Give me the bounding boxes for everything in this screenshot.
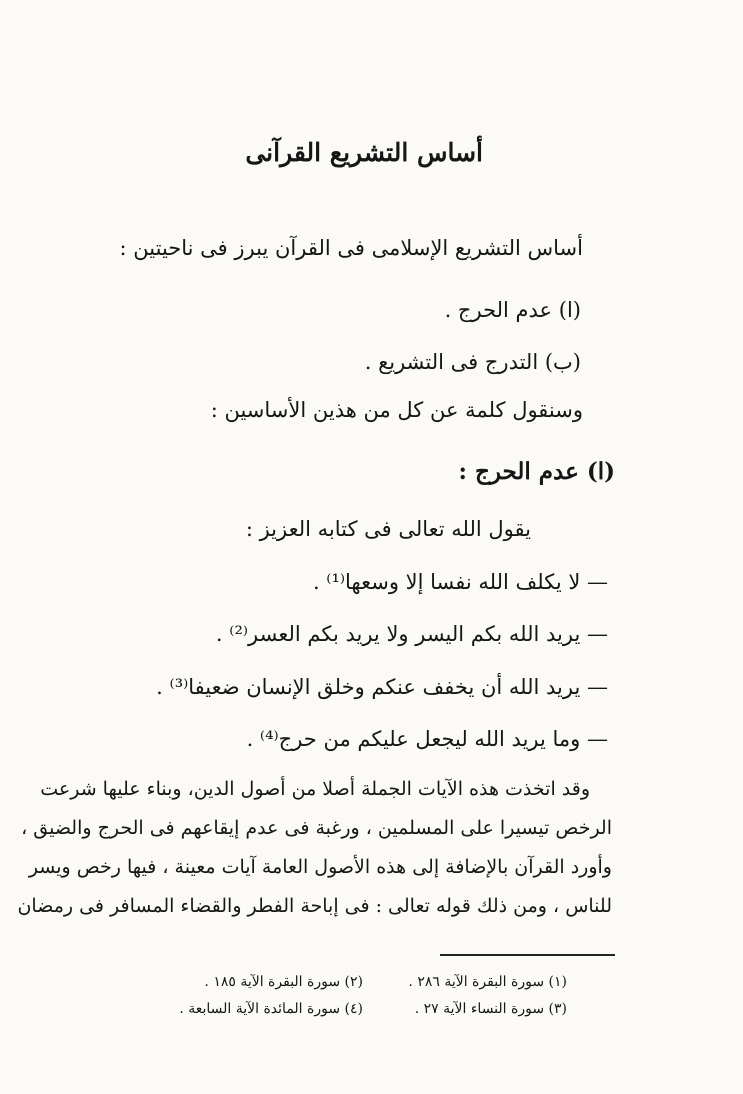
- footnote-divider: [440, 954, 615, 956]
- verse-line-2: — يريد الله بكم اليسر ولا يريد بكم العسر⁽²⁾ .: [215, 622, 608, 646]
- footnote-3: (٣) سورة النساء الآية ٢٧ .: [414, 1001, 567, 1017]
- quote-intro-line: يقول الله تعالى فى كتابه العزيز :: [245, 517, 531, 541]
- section-heading: (ا) عدم الحرج :: [458, 458, 615, 485]
- will-say-line: وسنقول كلمة عن كل من هذين الأساسين :: [210, 398, 583, 422]
- verse-line-4: — وما يريد الله ليجعل عليكم من حرج⁽⁴⁾ .: [246, 727, 608, 751]
- intro-line: أساس التشريع الإسلامى فى القرآن يبرز فى ناحيتين :: [119, 236, 583, 260]
- page-title: أساس التشريع القرآنى: [245, 138, 483, 167]
- footnote-2: (٢) سورة البقرة الآية ١٨٥ .: [204, 974, 363, 990]
- body-paragraph: [17, 770, 612, 926]
- paragraph-line-1: وقد اتخذت هذه الآيات الجملة أصلا من أصول الدين، وبناء عليها شرعت: [40, 778, 590, 800]
- footnote-4: (٤) سورة المائدة الآية السابعة .: [179, 1001, 363, 1017]
- verse-line-1: — لا يكلف الله نفسا إلا وسعها⁽¹⁾ .: [312, 570, 608, 594]
- paragraph-line-2: الرخص تيسيرا على المسلمين ، ورغبة فى عدم إيقاعهم فى الحرج والضيق ،: [21, 817, 612, 839]
- verse-line-3: — يريد الله أن يخفف عنكم وخلق الإنسان ضعيفا⁽³⁾ .: [156, 675, 608, 699]
- item-b-line: (ب) التدرج فى التشريع .: [364, 350, 581, 374]
- paragraph-line-3: وأورد القرآن بالإضافة إلى هذه الأصول العامة آيات معينة ، فيها رخص ويسر: [28, 856, 612, 878]
- paragraph-line-4: للناس ، ومن ذلك قوله تعالى : فى إباحة الفطر والقضاء المسافر فى رمضان: [17, 895, 612, 917]
- item-a-line: (ا) عدم الحرج .: [444, 298, 581, 322]
- footnote-1: (١) سورة البقرة الآية ٢٨٦ .: [408, 974, 567, 990]
